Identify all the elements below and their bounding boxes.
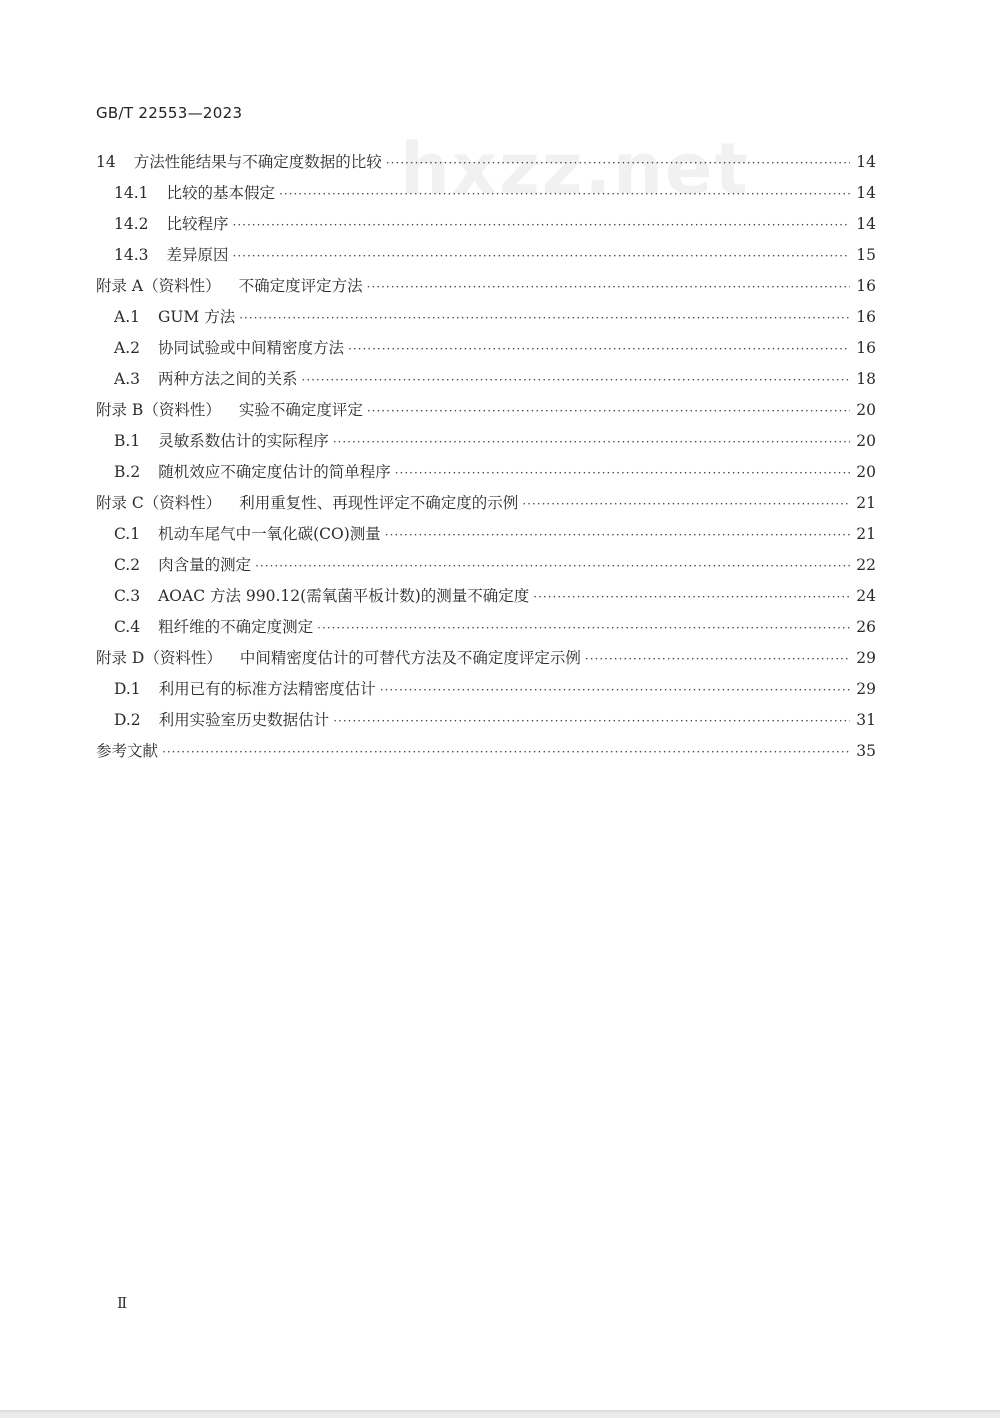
toc-entry-title: GUM 方法	[157, 308, 236, 326]
toc-entry-title: 利用实验室历史数据估计	[158, 711, 330, 729]
toc-entry-number: D.1	[114, 680, 141, 698]
toc-entry-number: 14.1	[114, 184, 149, 202]
toc-entry-title: AOAC 方法 990.12(需氧菌平板计数)的测量不确定度	[158, 587, 530, 605]
toc-entry-page: 16	[856, 308, 876, 326]
toc-entry-title: 不确定度评定方法	[238, 277, 363, 295]
toc-entry[interactable]	[96, 333, 876, 364]
toc-entry[interactable]	[96, 178, 876, 209]
toc-entry-page: 16	[856, 339, 876, 357]
toc-entry[interactable]	[96, 426, 876, 457]
toc-entry-number: 附录 C（资料性）	[96, 494, 222, 512]
toc-entry-number: D.2	[114, 711, 141, 729]
toc-entry-number: B.2	[114, 463, 141, 481]
toc-entry-number: 附录 D（资料性）	[96, 649, 222, 667]
toc-entry[interactable]	[96, 457, 876, 488]
toc-entry-number: A.3	[114, 370, 140, 388]
toc-leader-dots	[239, 303, 850, 334]
toc-leader-dots	[395, 458, 850, 489]
toc-entry-page: 21	[856, 525, 876, 543]
toc-entry-page: 14	[856, 215, 876, 233]
toc-entry[interactable]	[96, 302, 876, 333]
toc-entry-page: 15	[856, 246, 876, 264]
toc-entry[interactable]	[96, 271, 876, 302]
toc-entry[interactable]	[96, 519, 876, 550]
toc-entry-page: 31	[856, 711, 876, 729]
toc-entry-title: 粗纤维的不确定度测定	[158, 618, 314, 636]
toc-entry-title: 肉含量的测定	[158, 556, 252, 574]
toc-leader-dots	[255, 551, 850, 582]
toc-entry[interactable]	[96, 240, 876, 271]
toc-entry-title: 比较的基本假定	[166, 184, 276, 202]
toc-entry[interactable]	[96, 395, 876, 426]
toc-entry-number: 14	[96, 153, 116, 171]
toc-leader-dots	[233, 241, 850, 272]
toc-entry[interactable]	[96, 736, 876, 767]
toc-entry-title: 机动车尾气中一氧化碳(CO)测量	[158, 525, 381, 543]
toc-entry-number: C.1	[114, 525, 141, 543]
toc-entry-page: 29	[856, 680, 876, 698]
toc-leader-dots	[302, 365, 851, 396]
toc-entry-page: 22	[856, 556, 876, 574]
toc-entry-title: 参考文献	[96, 742, 159, 760]
toc-entry-page: 18	[856, 370, 876, 388]
toc-leader-dots	[385, 520, 850, 551]
toc-entry-title: 利用已有的标准方法精密度估计	[158, 680, 376, 698]
toc-entry-number: 14.3	[114, 246, 149, 264]
toc-leader-dots	[533, 582, 850, 613]
table-of-contents	[96, 147, 876, 767]
toc-entry-title: 方法性能结果与不确定度数据的比较	[133, 153, 382, 171]
toc-entry-page: 14	[856, 153, 876, 171]
toc-leader-dots	[333, 706, 850, 737]
toc-entry-title: 利用重复性、再现性评定不确定度的示例	[239, 494, 519, 512]
toc-entry[interactable]	[96, 550, 876, 581]
toc-entry[interactable]	[96, 674, 876, 705]
toc-entry-title: 中间精密度估计的可替代方法及不确定度评定示例	[239, 649, 581, 667]
toc-entry-page: 24	[856, 587, 876, 605]
toc-leader-dots	[279, 179, 850, 210]
toc-entry-title: 随机效应不确定度估计的简单程序	[158, 463, 391, 481]
toc-entry-number: 附录 A（资料性）	[96, 277, 221, 295]
toc-entry-title: 协同试验或中间精密度方法	[157, 339, 344, 357]
toc-entry-number: 附录 B（资料性）	[96, 401, 221, 419]
toc-leader-dots	[233, 210, 850, 241]
toc-entry[interactable]	[96, 705, 876, 736]
toc-entry[interactable]	[96, 612, 876, 643]
toc-leader-dots	[522, 489, 850, 520]
toc-leader-dots	[367, 272, 850, 303]
toc-leader-dots	[585, 644, 850, 675]
toc-entry-number: C.4	[114, 618, 141, 636]
toc-entry-page: 16	[856, 277, 876, 295]
toc-entry-title: 差异原因	[166, 246, 229, 264]
toc-entry[interactable]	[96, 147, 876, 178]
watermark-text: hxzz.net	[400, 128, 750, 210]
toc-entry-page: 35	[856, 742, 876, 760]
toc-entry-title: 灵敏系数估计的实际程序	[158, 432, 329, 450]
toc-entry-page: 20	[856, 463, 876, 481]
toc-entry-title: 两种方法之间的关系	[157, 370, 298, 388]
toc-leader-dots	[317, 613, 850, 644]
toc-entry[interactable]	[96, 209, 876, 240]
standard-number: GB/T 22553—2023	[96, 104, 243, 122]
toc-entry[interactable]	[96, 364, 876, 395]
toc-entry-number: A.1	[114, 308, 140, 326]
toc-entry[interactable]	[96, 643, 876, 674]
toc-entry-number: C.3	[114, 587, 141, 605]
toc-entry-page: 20	[856, 432, 876, 450]
toc-entry-title: 实验不确定度评定	[238, 401, 363, 419]
toc-entry[interactable]	[96, 581, 876, 612]
toc-leader-dots	[386, 148, 850, 179]
toc-leader-dots	[367, 396, 850, 427]
toc-entry-number: 14.2	[114, 215, 149, 233]
toc-entry-number: C.2	[114, 556, 141, 574]
toc-entry-page: 20	[856, 401, 876, 419]
toc-entry-title: 比较程序	[166, 215, 229, 233]
toc-entry-page: 14	[856, 184, 876, 202]
page-number: Ⅱ	[117, 1294, 128, 1312]
toc-entry[interactable]	[96, 488, 876, 519]
toc-leader-dots	[380, 675, 850, 706]
toc-entry-page: 26	[856, 618, 876, 636]
toc-leader-dots	[162, 737, 850, 768]
toc-leader-dots	[348, 334, 850, 365]
toc-entry-number: B.1	[114, 432, 141, 450]
toc-leader-dots	[333, 427, 850, 458]
toc-entry-page: 21	[856, 494, 876, 512]
toc-entry-page: 29	[856, 649, 876, 667]
toc-entry-number: A.2	[114, 339, 140, 357]
